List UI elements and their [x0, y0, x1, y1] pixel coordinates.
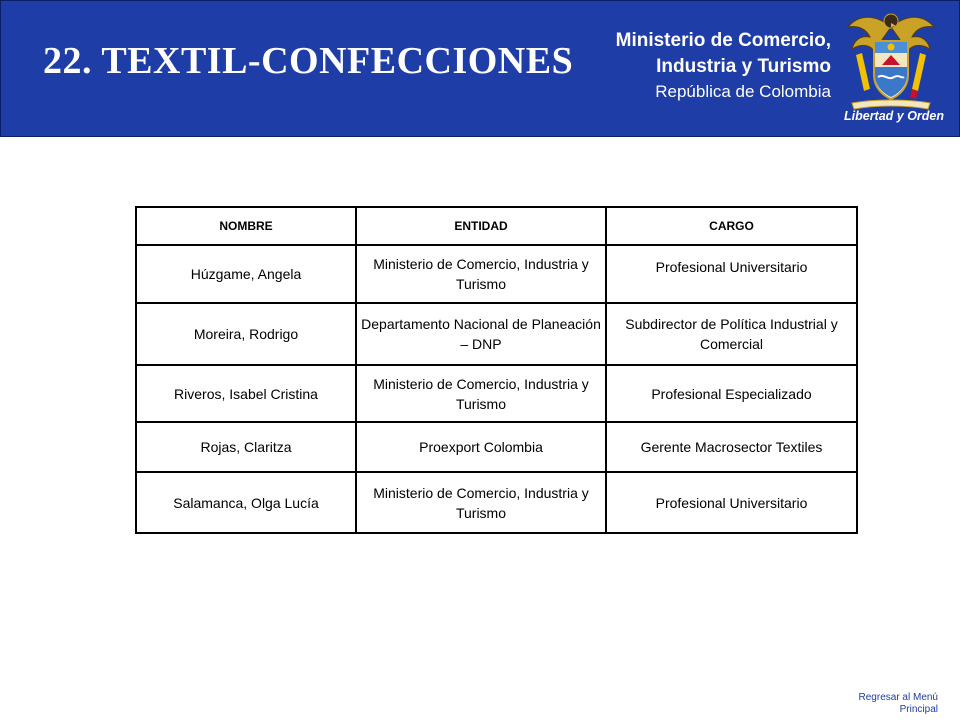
table-row	[136, 422, 857, 472]
cell-cargo: Gerente Macrosector Textiles	[606, 422, 857, 472]
ministry-line-2: Industria y Turismo	[656, 56, 831, 77]
cell-nombre: Rojas, Claritza	[136, 422, 356, 472]
cell-entidad: Ministerio de Comercio, Industria y Turismo	[356, 245, 606, 303]
page-title: 22. TEXTIL-CONFECCIONES	[43, 40, 574, 82]
column-header-cargo: CARGO	[606, 207, 857, 245]
cell-nombre: Moreira, Rodrigo	[136, 303, 356, 365]
ministry-name	[616, 28, 831, 104]
column-header-entidad: ENTIDAD	[356, 207, 606, 245]
participants-table	[135, 206, 858, 534]
cell-entidad: Departamento Nacional de Planeación – DNP	[356, 303, 606, 365]
table-row	[136, 365, 857, 422]
ministry-line-3: República de Colombia	[655, 82, 831, 101]
cell-entidad: Ministerio de Comercio, Industria y Turismo	[356, 472, 606, 533]
header-banner	[0, 0, 960, 137]
table-header-row	[136, 207, 857, 245]
cell-nombre: Riveros, Isabel Cristina	[136, 365, 356, 422]
cell-entidad: Ministerio de Comercio, Industria y Turismo	[356, 365, 606, 422]
motto-text: Libertad y Orden	[844, 109, 945, 123]
back-to-menu-line-1: Regresar al Menú	[858, 692, 938, 703]
cell-cargo: Profesional Especializado	[606, 365, 857, 422]
cell-cargo: Profesional Universitario	[606, 245, 857, 303]
cell-nombre: Salamanca, Olga Lucía	[136, 472, 356, 533]
cell-nombre: Húzgame, Angela	[136, 245, 356, 303]
column-header-nombre: NOMBRE	[136, 207, 356, 245]
cell-entidad: Proexport Colombia	[356, 422, 606, 472]
table-row	[136, 245, 857, 303]
table-row	[136, 303, 857, 365]
cell-cargo: Profesional Universitario	[606, 472, 857, 533]
back-to-menu-line-2: Principal	[899, 704, 938, 715]
table-row	[136, 472, 857, 533]
ministry-line-1: Ministerio de Comercio,	[615, 30, 831, 51]
back-to-menu-link[interactable]	[828, 692, 938, 716]
cell-cargo: Subdirector de Política Industrial y Comercial	[606, 303, 857, 365]
